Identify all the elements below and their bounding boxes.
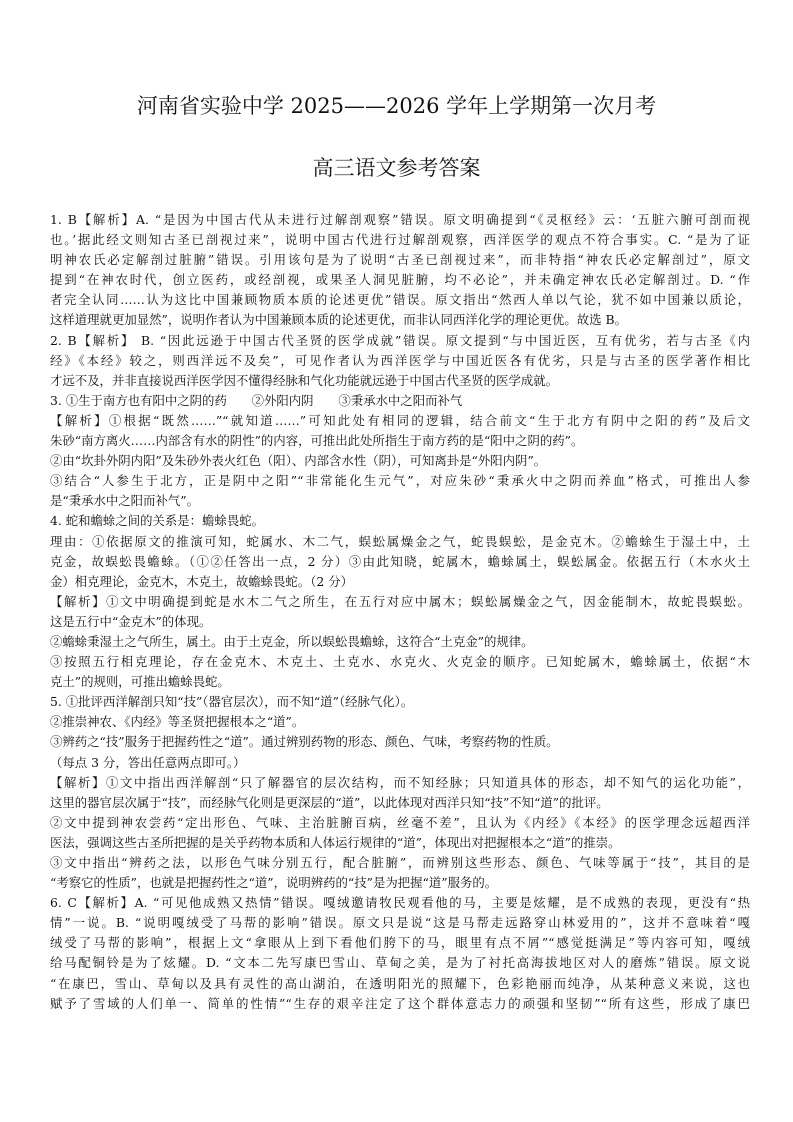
text-line: 【解析】①文中指出西洋解剖“只了解器官的层次结构，而不知经脉；只知道具体的形态，却不知气的运化功能”， xyxy=(50,774,750,790)
text-line: ②蟾蜍秉湿土之气所生，属土。由于土克金，所以蜈蚣畏蟾蜍，这符合“土克金”的规律。 xyxy=(50,633,534,649)
text-line: 明神农氏必定解剖过脏腑”错误。引用该句是为了说明“古圣已剖视过来”，而非特指“神农氏必定解剖过”，原文 xyxy=(50,252,750,268)
text-line: ②推崇神农、《内经》等圣贤把握根本之“道”。 xyxy=(50,714,305,730)
answer-content xyxy=(50,210,750,1014)
text-line: 是“秉承水中之阳而补气”。 xyxy=(50,493,199,509)
text-line: ②由“坎卦外阴内阳”及朱砂外表火红色（阳）、内部含水性（阴），可知离卦是“外阳内阴”。 xyxy=(50,453,547,469)
text-line: 也。’据此经文则知古圣已剖视过来”，说明中国古代进行过解剖观察，西洋医学的观点不符合事实。C. “是为了证 xyxy=(50,232,750,248)
text-line: 这里的器官层次属于“技”，而经脉气化则是更深层的“道”，以此体现对西洋只知“技”不知“道”的批评。 xyxy=(50,794,609,810)
text-line: （每点 3 分，答出任意两点即可。） xyxy=(50,754,246,770)
text-line: 金）相克理论，金克木，木克土，故蟾蜍畏蛇。（2 分） xyxy=(50,573,353,589)
exam-title: 河南省实验中学 2025——2026 学年上学期第一次月考 xyxy=(136,94,657,118)
text-line: 克土”的规则，可推出蟾蜍畏蛇。 xyxy=(50,674,230,690)
text-line: 4. 蛇和蟾蜍之间的关系是：蟾蜍畏蛇。 xyxy=(50,513,265,529)
text-line: 理由：①依据原文的推演可知，蛇属水、木二气，蜈蚣属燥金之气，蛇畏蜈蚣，是金克木。②蟾蜍生于湿土中，土 xyxy=(50,533,750,549)
text-line: 绒受了马帮的影响”，根据上文“拿眼从上到下看他们胯下的马，眼里有点不屑”“感觉挺满足”等内容可知，嘎绒 xyxy=(50,935,750,951)
text-line: 者完全认同……认为这比中国兼顾物质本质的论述更优”错误。原文指出“然西人单以气论，犹不如中国兼以质论， xyxy=(50,292,750,308)
text-line: 【解析】①文中明确提到蛇是水木二气之所生，在五行对应中属木；蜈蚣属燥金之气，因金能制木，故蛇畏蜈蚣。 xyxy=(50,593,750,609)
text-line: ③辨药之“技”服务于把握药性之“道”。通过辨别药物的形态、颜色、气味，考察药物的性质。 xyxy=(50,734,559,750)
text-line: ③文中指出“辨药之法，以形色气味分别五行，配合脏腑”，而辨别这些形态、颜色、气味等属于“技”，其目的是 xyxy=(50,855,750,870)
text-line: 这样道理就更加显然”，说明作者认为中国兼顾本质的论述更优，而非认同西洋化学的理论更优。故选 B。 xyxy=(50,312,627,328)
text-line: “在康巴，雪山、草甸以及具有灵性的高山湖泊，在透明阳光的照耀下，色彩艳丽而纯净，从某种意义来说，这也 xyxy=(50,975,750,991)
text-line: ②文中提到神农尝药“定出形色、气味、主治脏腑百病，丝毫不差”，且认为《内经》《本经》的医学理念远超西洋 xyxy=(50,814,750,830)
text-line: 提到“在神农时代，创立医药，或经剖视，或果圣人洞见脏腑，均不必论”，并未确定神农氏必定解剖过。D. “作 xyxy=(50,272,750,288)
text-line: ③按照五行相克理论，存在金克木、木克土、土克水、水克火、火克金的顺序。已知蛇属木，蟾蜍属土，依据“木 xyxy=(50,654,750,670)
text-line: 1. B【解析】A. “是因为中国古代从未进行过解剖观察”错误。原文明确提到“《灵枢经》云：‘五脏六腑可剖而视 xyxy=(50,212,750,227)
text-line: ③结合“人参生于北方，正是阴中之阳”“非常能化生元气”，对应朱砂“秉承火中之阴而养血”格式，可推出人参 xyxy=(50,473,750,489)
text-line: 这是五行中“金克木”的体现。 xyxy=(50,613,212,629)
text-line: 情”一说。B. “说明嘎绒受了马帮的影响”错误。原文只是说“这是马帮走远路穿山林爱用的”，这并不意味着“嘎 xyxy=(50,915,750,931)
text-line: 3. ①生于南方也有阳中之阴的药 ②外阳内阴 ③秉承水中之阳而补气 xyxy=(50,392,463,408)
text-line: 医法，强调这些古圣所把握的是关乎药物本质和人体运行规律的“道”，体现出对把握根本之“道”的推崇。 xyxy=(50,834,621,850)
text-line: 赋予了雪域的人们单一、简单的性情”“生存的艰辛注定了这个群体意志力的顽强和坚韧”“所有这些，形成了康巴 xyxy=(50,995,750,1011)
answer-key-subtitle: 高三语文参考答案 xyxy=(312,156,481,180)
text-line: 6. C【解析】A. “可见他成熟又热情”错误。嘎绒邀请牧民观看他的马，主要是炫耀，是不成熟的表现，更没有“热 xyxy=(50,895,750,911)
text-line: 才远不及，并非直接说西洋医学因不懂得经脉和气化功能就远逊于中国古代圣贤的医学成就。 xyxy=(50,372,559,388)
text-line: 5. ①批评西洋解剖只知“技”（器官层次），而不知“道”（经脉气化）。 xyxy=(50,694,414,710)
text-line: 克金，故蜈蚣畏蟾蜍。（①②任答出一点，2 分）③由此知晓，蛇属木，蟾蜍属土，蜈蚣属金。依据五行（木水火土 xyxy=(50,553,750,569)
text-line: 经》《本经》较之，则西洋远不及矣”，可见作者认为西洋医学与中国近医各有优劣，只是与古圣的医学著作相比 xyxy=(50,352,750,368)
text-line: 给马配铜铃是为了炫耀。D. “文本二先写康巴雪山、草甸之美，是为了衬托高海拔地区对人的磨炼”错误。原文说 xyxy=(50,955,750,971)
text-line: 【解析】①根据“既然……”“就知道……”可知此处有相同的逻辑，结合前文“生于北方有阴中之阳的药”及后文 xyxy=(50,412,750,428)
text-line: 2. B【解析】 B. “因此远逊于中国古代圣贤的医学成就”错误。原文提到“与中国近医，互有优劣，若与古圣《内 xyxy=(50,332,750,348)
text-line: 朱砂“南方离火……内部含有水的阴性”的内容，可推出此处所指生于南方药的是“阳中之阴的药”。 xyxy=(50,433,584,449)
text-line: “考察它的性质”，也就是把握药性之“道”，说明辨药的“技”是为把握“道”服务的。 xyxy=(50,875,498,891)
